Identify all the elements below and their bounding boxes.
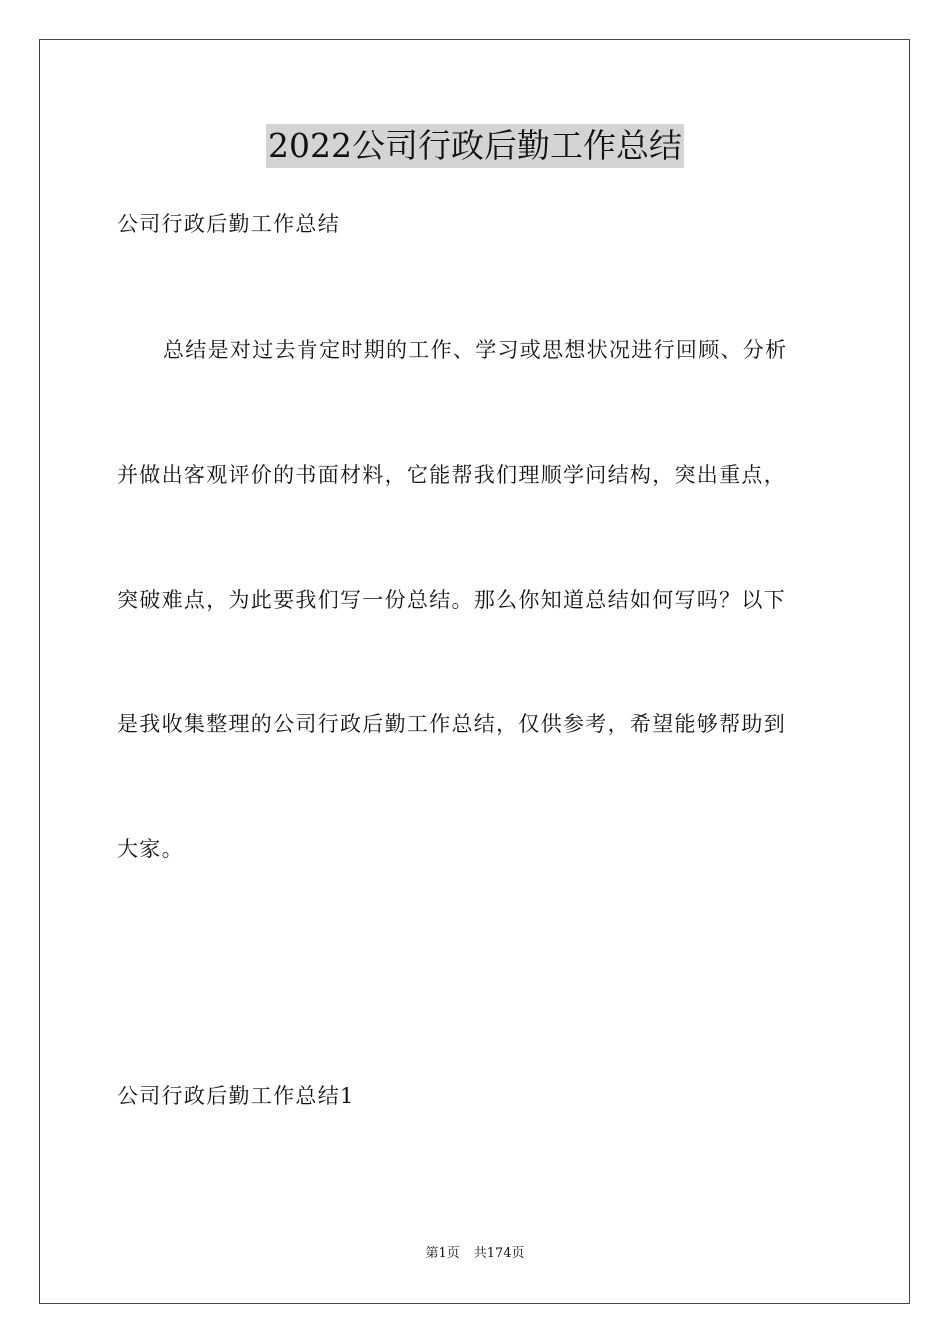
paragraph-line-1: 总结是对过去肯定时期的工作、学习或思想状况进行回顾、分析 xyxy=(163,338,788,362)
total-pages: 共174页 xyxy=(473,1246,525,1261)
document-title: 2022公司行政后勤工作总结 xyxy=(266,124,684,168)
paragraph-line-2: 并做出客观评价的书面材料，它能帮我们理顺学问结构，突出重点， xyxy=(117,463,786,487)
page-number: 第1页 xyxy=(425,1246,460,1261)
document-subtitle: 公司行政后勤工作总结 xyxy=(117,212,340,236)
section-heading: 公司行政后勤工作总结1 xyxy=(117,1084,355,1108)
title-container xyxy=(0,124,950,168)
paragraph-line-5: 大家。 xyxy=(117,837,184,861)
paragraph-line-3: 突破难点，为此要我们写一份总结。那么你知道总结如何写吗？以下 xyxy=(117,588,786,612)
paragraph-line-4: 是我收集整理的公司行政后勤工作总结，仅供参考，希望能够帮助到 xyxy=(117,712,786,736)
page-footer xyxy=(0,1245,950,1263)
